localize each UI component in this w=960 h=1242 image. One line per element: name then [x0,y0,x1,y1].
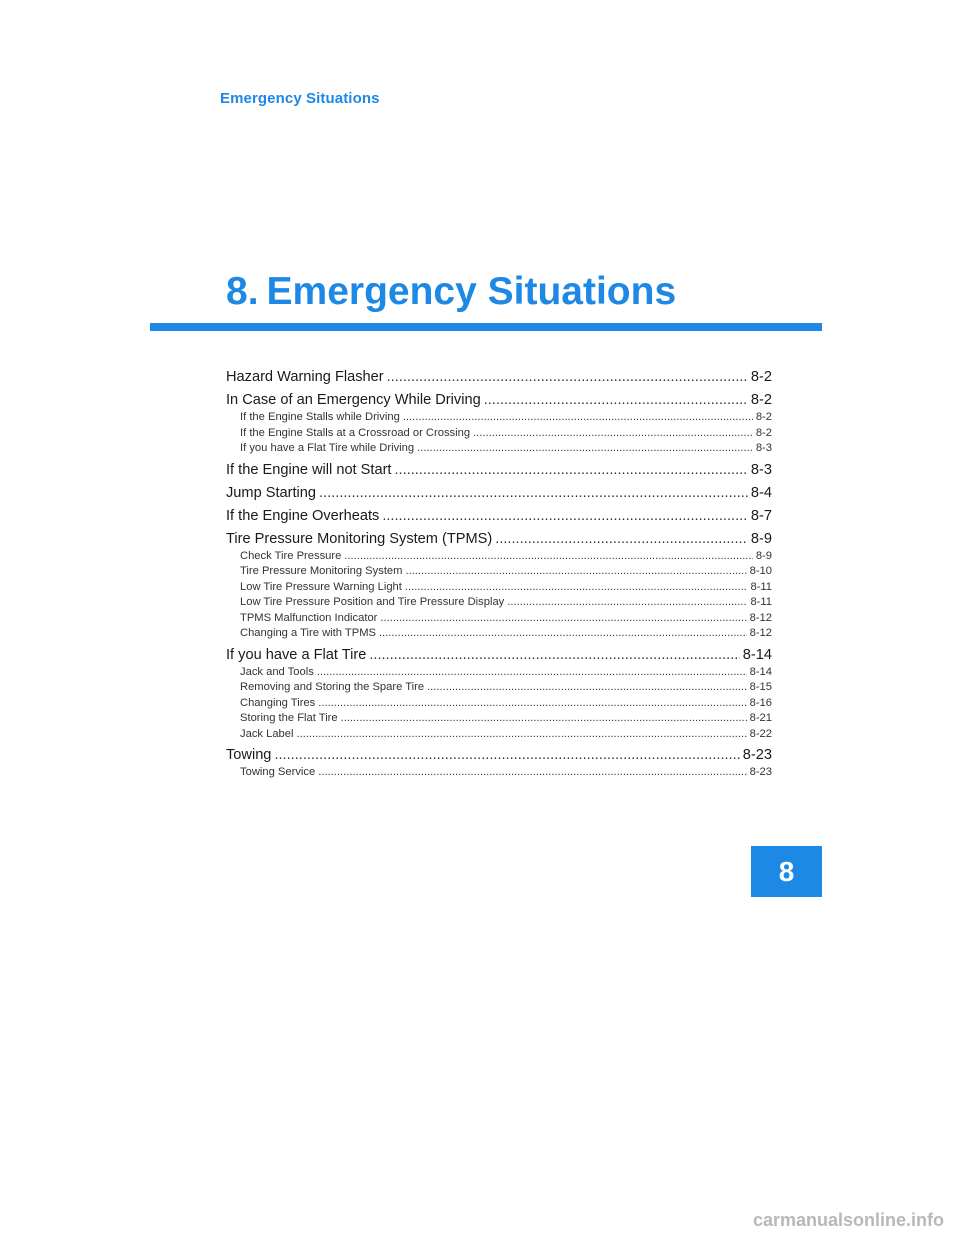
toc-entry-page: 8-2 [750,369,772,385]
dot-leader [344,549,752,565]
dot-leader [341,711,747,727]
dot-leader [405,580,748,596]
toc-subsection-entry[interactable] [226,564,772,580]
dot-leader [379,626,747,642]
dot-leader [387,367,748,387]
dot-leader [507,595,747,611]
toc-entry-label: Jack Label [240,727,294,740]
dot-leader [318,765,746,781]
title-underline [150,323,822,331]
toc-subsection-entry[interactable] [226,626,772,642]
toc-subsection-entry[interactable] [226,441,772,457]
toc-entry-page: 8-3 [750,461,772,478]
toc-entry-label: Changing Tires [240,696,316,709]
toc-entry-label: If you have a Flat Tire [226,646,367,663]
toc-entry-page: 8-9 [750,530,772,547]
toc-entry-label: Towing [226,747,272,763]
toc-entry-label: Removing and Storing the Spare Tire [240,681,425,693]
toc-section-entry[interactable] [226,483,772,503]
dot-leader [417,441,753,457]
toc-entry-label: If you have a Flat Tire while Driving [240,442,415,454]
toc-entry-page: 8-14 [742,646,772,663]
toc-subsection-entry[interactable] [226,665,772,681]
toc-section-entry[interactable] [226,645,772,665]
toc-subsection-entry[interactable] [226,711,772,727]
toc-entry-page: 8-4 [750,484,772,501]
toc-section-entry[interactable] [226,367,772,387]
dot-leader [317,665,747,681]
toc-entry-page: 8-7 [750,507,772,524]
toc-entry-label: Tire Pressure Monitoring System [240,565,403,577]
dot-leader [380,611,746,627]
toc-entry-label: Towing Service [240,766,316,778]
toc-entry-page: 8-21 [749,712,772,724]
toc-entry-page: 8-23 [749,766,772,778]
toc-entry-label: Jump Starting [226,484,317,501]
watermark: carmanualsonline.info [752,1210,944,1230]
dot-leader [473,426,753,442]
toc-entry-label: Jack and Tools [240,665,314,678]
toc-entry-page: 8-12 [749,611,772,624]
toc-subsection-entry[interactable] [226,426,772,442]
toc-section-entry[interactable] [226,390,772,410]
toc-entry-page: 8-2 [755,426,772,439]
toc-entry-page: 8-2 [755,411,772,423]
chapter-title [226,270,676,314]
chapter-title-text: Emergency Situations [266,270,677,313]
dot-leader [318,696,746,712]
toc-section-entry[interactable] [226,745,772,765]
toc-subsection-entry[interactable] [226,680,772,696]
toc-subsection-entry[interactable] [226,696,772,712]
toc-entry-page: 8-11 [750,580,772,593]
toc-entry-page: 8-22 [749,727,772,740]
chapter-tab: 8 [751,846,822,897]
toc-entry-label: Low Tire Pressure Warning Light [240,580,402,593]
toc-entry-label: TPMS Malfunction Indicator [240,611,378,624]
toc-subsection-entry[interactable] [226,595,772,611]
toc-entry-page: 8-11 [750,596,772,608]
toc-section-entry[interactable] [226,529,772,549]
dot-leader [394,460,747,480]
toc-entry-label: Hazard Warning Flasher [226,369,384,385]
toc-entry-label: If the Engine Stalls at a Crossroad or Crossing [240,426,471,439]
toc-subsection-entry[interactable] [226,611,772,627]
dot-leader [427,680,747,696]
toc-entry-label: Changing a Tire with TPMS [240,627,376,639]
toc-entry-page: 8-10 [749,565,772,577]
toc-entry-page: 8-16 [749,696,772,709]
toc-entry-label: Tire Pressure Monitoring System (TPMS) [226,530,493,547]
toc-subsection-entry[interactable] [226,549,772,565]
toc-entry-page: 8-3 [755,442,772,454]
toc-entry-label: Low Tire Pressure Position and Tire Pressure Display [240,596,505,608]
running-header: Emergency Situations [220,90,380,107]
toc-subsection-entry[interactable] [226,765,772,781]
toc-entry-page: 8-14 [749,665,772,678]
toc-entry-page: 8-23 [742,747,772,763]
toc-entry-label: If the Engine Overheats [226,507,380,524]
toc-entry-label: Check Tire Pressure [240,549,342,562]
dot-leader [319,483,748,503]
toc-entry-label: If the Engine will not Start [226,461,392,478]
toc-subsection-entry[interactable] [226,410,772,426]
toc-entry-page: 8-2 [750,392,772,408]
chapter-number: 8. [226,270,259,313]
toc-entry-label: If the Engine Stalls while Driving [240,411,400,423]
toc-entry-page: 8-12 [749,627,772,639]
dot-leader [495,529,748,549]
dot-leader [484,390,748,410]
toc-section-entry[interactable] [226,506,772,526]
toc-entry-label: In Case of an Emergency While Driving [226,392,481,408]
dot-leader [297,727,747,743]
toc-entry-label: Storing the Flat Tire [240,712,338,724]
toc-entry-page: 8-15 [749,681,772,693]
dot-leader [403,410,753,426]
toc-subsection-entry[interactable] [226,580,772,596]
toc-subsection-entry[interactable] [226,727,772,743]
dot-leader [369,645,739,665]
dot-leader [382,506,748,526]
toc-entry-page: 8-9 [755,549,772,562]
dot-leader [405,564,746,580]
dot-leader [274,745,739,765]
toc-section-entry[interactable] [226,460,772,480]
table-of-contents [226,364,772,781]
